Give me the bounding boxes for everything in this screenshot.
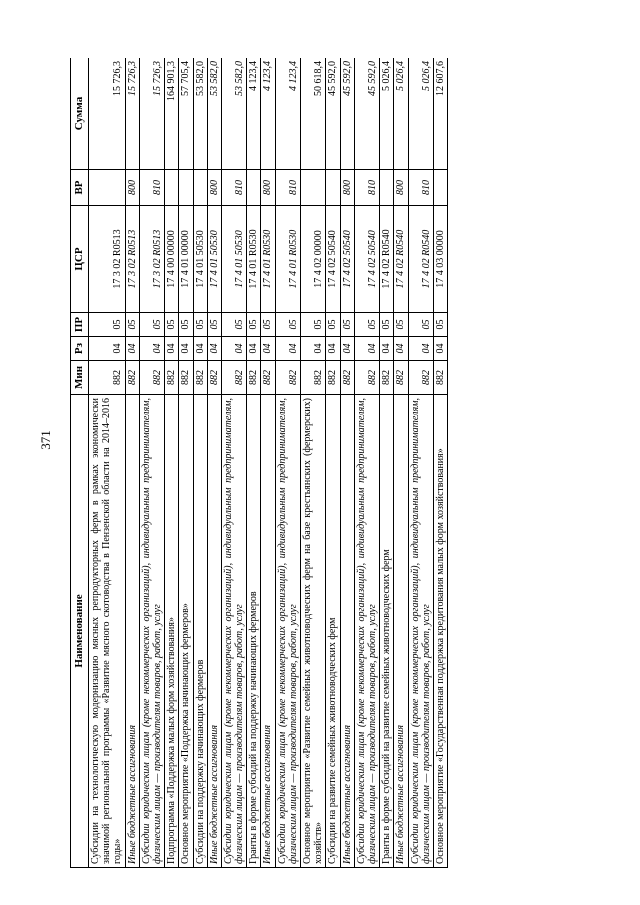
table-row	[125, 58, 139, 868]
cell-sum: 53 582,0	[193, 58, 207, 170]
cell-min: 882	[340, 361, 354, 395]
table-row	[354, 58, 379, 868]
cell-vr: 810	[275, 170, 300, 206]
cell-rz: 04	[354, 337, 379, 361]
cell-pr: 05	[275, 313, 300, 337]
cell-rz: 04	[125, 337, 139, 361]
table-row	[221, 58, 246, 868]
cell-vr: 800	[340, 170, 354, 206]
cell-vr: 810	[408, 170, 433, 206]
cell-pr: 05	[380, 313, 394, 337]
cell-pr: 05	[207, 313, 221, 337]
header-csr: ЦСР	[71, 206, 89, 313]
cell-sum: 45 592,0	[326, 58, 340, 170]
header-sum: Сумма	[71, 58, 89, 170]
cell-name: Иные бюджетные ассигнования	[125, 395, 139, 868]
cell-pr: 05	[193, 313, 207, 337]
table-row	[408, 58, 433, 868]
cell-csr: 17 4 02 R0540	[394, 206, 408, 313]
cell-pr: 05	[433, 313, 447, 337]
cell-min: 882	[125, 361, 139, 395]
cell-rz: 04	[301, 337, 326, 361]
cell-sum: 57 705,4	[179, 58, 193, 170]
cell-sum: 5 026,4	[394, 58, 408, 170]
cell-name: Гранты в форме субсидий на поддержку начинающих фермеров	[247, 395, 261, 868]
cell-sum: 4 123,4	[261, 58, 275, 170]
cell-min: 882	[247, 361, 261, 395]
cell-pr: 05	[247, 313, 261, 337]
cell-csr: 17 4 02 50540	[340, 206, 354, 313]
cell-pr: 05	[125, 313, 139, 337]
cell-min: 882	[394, 361, 408, 395]
cell-name: Основное мероприятие «Развитие семейных животноводческих ферм на базе крестьянских (фермерских) хозяйств»	[301, 395, 326, 868]
budget-table-container	[70, 58, 578, 868]
header-rz: Рз	[71, 337, 89, 361]
cell-sum: 15 726,3	[125, 58, 139, 170]
cell-csr: 17 4 01 00000	[179, 206, 193, 313]
header-vr: ВР	[71, 170, 89, 206]
cell-min: 882	[408, 361, 433, 395]
table-row	[380, 58, 394, 868]
cell-rz: 04	[207, 337, 221, 361]
cell-pr: 05	[340, 313, 354, 337]
cell-name: Иные бюджетные ассигнования	[340, 395, 354, 868]
cell-sum: 164 901,3	[165, 58, 179, 170]
cell-name: Подпрограмма «Поддержка малых форм хозяйствования»	[165, 395, 179, 868]
cell-vr: 810	[221, 170, 246, 206]
cell-sum: 4 123,4	[247, 58, 261, 170]
cell-sum: 15 726,3	[139, 58, 164, 170]
cell-csr: 17 4 02 00000	[301, 206, 326, 313]
cell-name: Основное мероприятие «Государственная поддержка кредитования малых форм хозяйствования»	[433, 395, 447, 868]
cell-vr: 800	[207, 170, 221, 206]
cell-rz: 04	[193, 337, 207, 361]
cell-sum: 12 607,6	[433, 58, 447, 170]
cell-rz: 04	[221, 337, 246, 361]
cell-sum: 5 026,4	[408, 58, 433, 170]
table-row	[340, 58, 354, 868]
cell-pr: 05	[221, 313, 246, 337]
cell-csr: 17 4 01 50530	[221, 206, 246, 313]
cell-pr: 05	[326, 313, 340, 337]
table-row	[179, 58, 193, 868]
cell-vr	[326, 170, 340, 206]
cell-name: Субсидии на поддержку начинающих фермеров	[193, 395, 207, 868]
cell-name: Субсидии юридическим лицам (кроме некоммерческих организаций), индивидуальным предпринимателям, физическим лицам — производителям товаров, работ, услуг	[221, 395, 246, 868]
page-number: 371	[38, 430, 53, 450]
cell-rz: 04	[139, 337, 164, 361]
cell-vr	[165, 170, 179, 206]
cell-pr: 05	[394, 313, 408, 337]
cell-vr: 800	[125, 170, 139, 206]
table-row	[275, 58, 300, 868]
cell-min: 882	[193, 361, 207, 395]
cell-csr: 17 4 02 50540	[354, 206, 379, 313]
cell-pr: 05	[354, 313, 379, 337]
cell-csr: 17 4 02 50540	[326, 206, 340, 313]
cell-rz: 04	[326, 337, 340, 361]
cell-name: Иные бюджетные ассигнования	[394, 395, 408, 868]
cell-name: Субсидии на технологическую модернизацию мясных репродукторных ферм в рамках экономически значимой региональной программы «Развитие мясного скотоводства в Пензенской области на 2014–2016 годы»	[89, 395, 126, 868]
cell-name: Субсидии на развитие семейных животноводческих ферм	[326, 395, 340, 868]
cell-min: 882	[89, 361, 126, 395]
cell-sum: 53 582,0	[221, 58, 246, 170]
cell-rz: 04	[89, 337, 126, 361]
cell-csr: 17 3 02 R0513	[125, 206, 139, 313]
cell-min: 882	[301, 361, 326, 395]
cell-vr	[247, 170, 261, 206]
cell-csr: 17 4 01 R0530	[275, 206, 300, 313]
cell-min: 882	[380, 361, 394, 395]
rotated-page-area	[70, 58, 578, 868]
cell-rz: 04	[340, 337, 354, 361]
table-row	[139, 58, 164, 868]
cell-pr: 05	[89, 313, 126, 337]
cell-sum: 15 726,3	[89, 58, 126, 170]
header-name: Наименование	[71, 395, 89, 868]
table-header-row	[71, 58, 89, 868]
cell-rz: 04	[165, 337, 179, 361]
cell-rz: 04	[394, 337, 408, 361]
table-row	[89, 58, 126, 868]
cell-sum: 45 592,0	[354, 58, 379, 170]
cell-pr: 05	[179, 313, 193, 337]
cell-sum: 5 026,4	[380, 58, 394, 170]
cell-csr: 17 4 02 R0540	[408, 206, 433, 313]
cell-rz: 04	[275, 337, 300, 361]
cell-sum: 50 618,4	[301, 58, 326, 170]
cell-vr	[89, 170, 126, 206]
cell-name: Субсидии юридическим лицам (кроме некоммерческих организаций), индивидуальным предпринимателям, физическим лицам — производителям товаров, работ, услуг	[408, 395, 433, 868]
cell-min: 882	[179, 361, 193, 395]
cell-vr: 800	[394, 170, 408, 206]
table-row	[394, 58, 408, 868]
cell-name: Иные бюджетные ассигнования	[207, 395, 221, 868]
cell-name: Основное мероприятие «Поддержка начинающих фермеров»	[179, 395, 193, 868]
cell-csr: 17 4 01 R0530	[247, 206, 261, 313]
cell-pr: 05	[139, 313, 164, 337]
table-row	[301, 58, 326, 868]
cell-vr: 810	[354, 170, 379, 206]
cell-pr: 05	[408, 313, 433, 337]
cell-sum: 53 582,0	[207, 58, 221, 170]
table-row	[207, 58, 221, 868]
cell-csr: 17 4 01 50530	[207, 206, 221, 313]
header-pr: ПР	[71, 313, 89, 337]
cell-vr: 800	[261, 170, 275, 206]
cell-name: Субсидии юридическим лицам (кроме некоммерческих организаций), индивидуальным предпринимателям, физическим лицам — производителям товаров, работ, услуг	[354, 395, 379, 868]
cell-pr: 05	[301, 313, 326, 337]
cell-csr: 17 4 01 R0530	[261, 206, 275, 313]
cell-pr: 05	[261, 313, 275, 337]
cell-name: Иные бюджетные ассигнования	[261, 395, 275, 868]
budget-table	[70, 58, 448, 868]
table-row	[193, 58, 207, 868]
cell-sum: 4 123,4	[275, 58, 300, 170]
header-min: Мин	[71, 361, 89, 395]
table-row	[326, 58, 340, 868]
cell-min: 882	[275, 361, 300, 395]
cell-vr	[301, 170, 326, 206]
cell-rz: 04	[261, 337, 275, 361]
cell-name: Гранты в форме субсидий на развитие семейных животноводческих ферм	[380, 395, 394, 868]
table-body	[89, 58, 448, 868]
cell-rz: 04	[247, 337, 261, 361]
cell-vr	[193, 170, 207, 206]
cell-vr: 810	[139, 170, 164, 206]
cell-csr: 17 4 01 50530	[193, 206, 207, 313]
cell-pr: 05	[165, 313, 179, 337]
cell-min: 882	[261, 361, 275, 395]
cell-rz: 04	[408, 337, 433, 361]
cell-min: 882	[326, 361, 340, 395]
cell-csr: 17 3 02 R0513	[89, 206, 126, 313]
table-row	[261, 58, 275, 868]
table-row	[165, 58, 179, 868]
cell-min: 882	[207, 361, 221, 395]
cell-csr: 17 4 03 00000	[433, 206, 447, 313]
cell-csr: 17 3 02 R0513	[139, 206, 164, 313]
cell-min: 882	[165, 361, 179, 395]
cell-csr: 17 4 02 R0540	[380, 206, 394, 313]
table-row	[247, 58, 261, 868]
cell-vr	[433, 170, 447, 206]
cell-name: Субсидии юридическим лицам (кроме некоммерческих организаций), индивидуальным предпринимателям, физическим лицам — производителям товаров, работ, услуг	[275, 395, 300, 868]
cell-vr	[179, 170, 193, 206]
cell-csr: 17 4 00 00000	[165, 206, 179, 313]
cell-sum: 45 592,0	[340, 58, 354, 170]
cell-rz: 04	[179, 337, 193, 361]
cell-min: 882	[354, 361, 379, 395]
cell-vr	[380, 170, 394, 206]
cell-rz: 04	[380, 337, 394, 361]
cell-min: 882	[139, 361, 164, 395]
cell-min: 882	[221, 361, 246, 395]
cell-min: 882	[433, 361, 447, 395]
table-row	[433, 58, 447, 868]
cell-name: Субсидии юридическим лицам (кроме некоммерческих организаций), индивидуальным предпринимателям, физическим лицам — производителям товаров, работ, услуг	[139, 395, 164, 868]
cell-rz: 04	[433, 337, 447, 361]
